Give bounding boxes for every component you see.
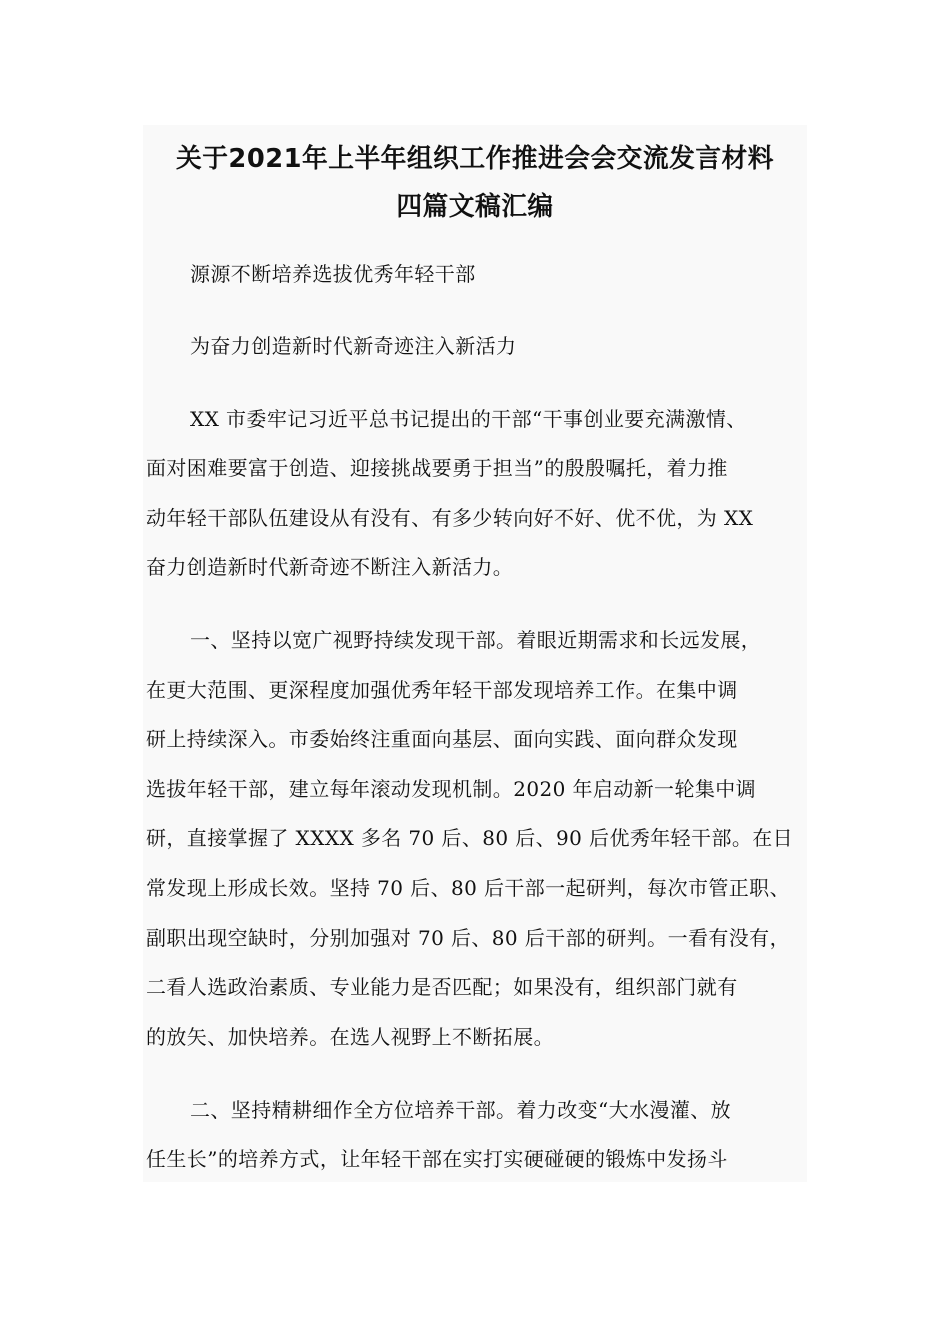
paragraph-1-line: 奋力创造新时代新奇迹不断注入新活力。 bbox=[146, 555, 514, 579]
subtitle-2: 为奋力创造新时代新奇迹注入新活力 bbox=[190, 334, 517, 358]
paragraph-3-line: 二、坚持精耕细作全方位培养干部。着力改变“大水漫灌、放 bbox=[190, 1098, 732, 1122]
paragraph-1-line: XX 市委牢记习近平总书记提出的干部“干事创业要充满激情、 bbox=[190, 407, 747, 431]
paragraph-2-line: 二看人选政治素质、专业能力是否匹配；如果没有，组织部门就有 bbox=[146, 975, 738, 999]
paragraph-2-line: 研，直接掌握了 XXXX 多名 70 后、80 后、90 后优秀年轻干部。在日 bbox=[146, 826, 794, 850]
subtitle-1: 源源不断培养选拔优秀年轻干部 bbox=[190, 262, 476, 286]
paragraph-2-line: 的放矢、加快培养。在选人视野上不断拓展。 bbox=[146, 1025, 554, 1049]
paragraph-2-line: 一、坚持以宽广视野持续发现干部。着眼近期需求和长远发展， bbox=[190, 628, 762, 652]
paragraph-2-line: 副职出现空缺时，分别加强对 70 后、80 后干部的研判。一看有没有， bbox=[146, 926, 790, 950]
paragraph-1-line: 面对困难要富于创造、迎接挑战要勇于担当”的殷殷嘱托，着力推 bbox=[146, 456, 728, 480]
paragraph-2-line: 在更大范围、更深程度加强优秀年轻干部发现培养工作。在集中调 bbox=[146, 678, 738, 702]
paragraph-2-line: 研上持续深入。市委始终注重面向基层、面向实践、面向群众发现 bbox=[146, 727, 738, 751]
document-title-line2: 四篇文稿汇编 bbox=[396, 192, 554, 222]
document-title-line1: 关于2021年上半年组织工作推进会会交流发言材料 bbox=[175, 144, 775, 174]
paragraph-1-line: 动年轻干部队伍建设从有没有、有多少转向好不好、优不优，为 XX bbox=[146, 506, 754, 530]
paragraph-2-line: 常发现上形成长效。坚持 70 后、80 后干部一起研判，每次市管正职、 bbox=[146, 876, 790, 900]
paragraph-2-line: 选拔年轻干部，建立每年滚动发现机制。2020 年启动新一轮集中调 bbox=[146, 777, 757, 801]
paragraph-3-line: 任生长”的培养方式，让年轻干部在实打实硬碰硬的锻炼中发扬斗 bbox=[146, 1147, 728, 1171]
